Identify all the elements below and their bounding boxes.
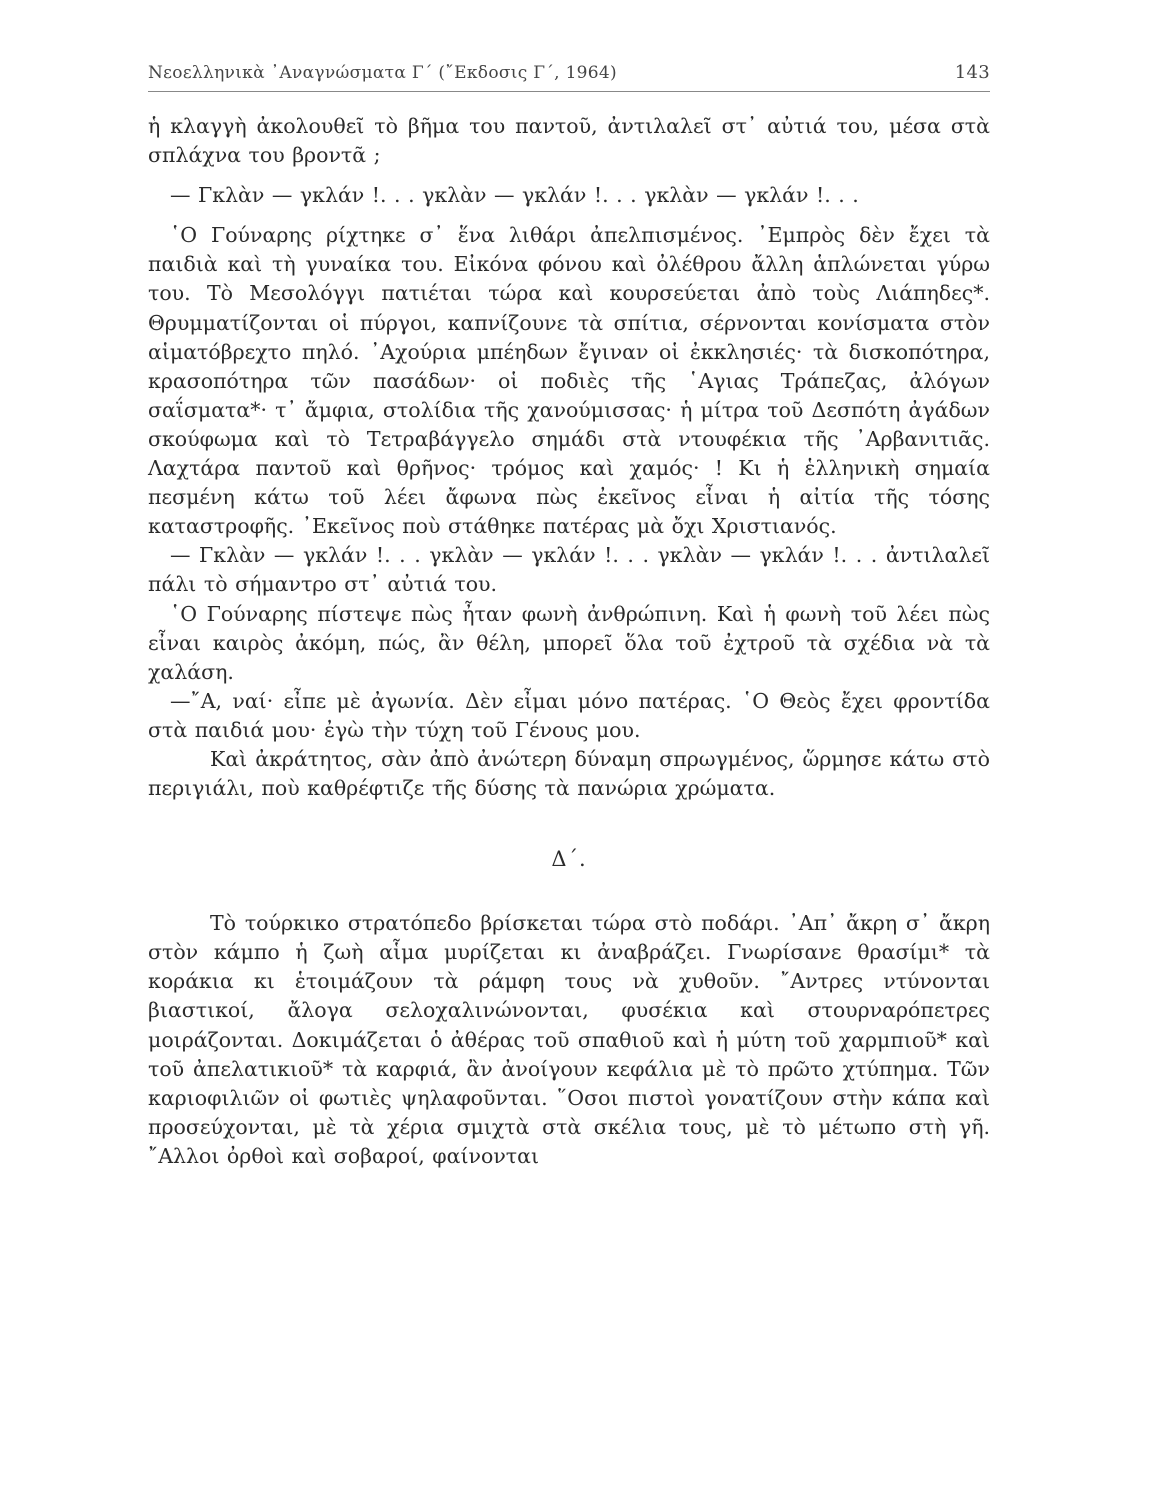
paragraph-4-dialogue: — Γκλὰν — γκλάν !. . . γκλὰν — γκλάν !. . . γκλὰν — γκλάν !. . . ἀντιλαλεῖ πάλι τὸ σήμαντρο στ᾿ αὐτιά του. [148,543,990,597]
paragraph-8: Τὸ τούρκικο στρατόπεδο βρίσκεται τώρα στὸ ποδάρι. ᾿Απ᾿ ἄκρη σ᾿ ἄκρη στὸν κάμπο ἡ ζωὴ αἷμα μυρίζεται κι ἀναβράζει. Γνωρίσανε θρασίμι* τὰ κοράκια κι ἑτοιμάζουν τὰ ράμφη τους νὰ χυθοῦν. ῎Αντρες ντύνονται βιαστικοί, ἄλογα σελοχαλινώνονται, φυσέκια καὶ στουρναρόπετρες μοιράζονται. Δοκιμάζεται ὁ ἀθέρας τοῦ σπαθιοῦ καὶ ἡ μύτη τοῦ χαρμπιοῦ* καὶ τοῦ ἀπελατικιοῦ* τὰ καρφιά, ἂν ἀνοίγουν κεφάλια μὲ τὸ πρῶτο χτύπημα. Τῶν καριοφιλιῶν οἱ φωτιὲς ψηλαφοῦνται. ῞Οσοι πιστοὶ γονατίζουν στὴν κάπα καὶ προσεύχονται, μὲ τὰ χέρια σμιχτὰ στὰ σκέλια τους, μὲ τὸ μέτωπο στὴ γῆ. ῎Αλλοι ὀρθοὶ καὶ σοβαροί, φαίνονται [148,911,990,1168]
running-header [148,62,990,92]
paragraph-2-dialogue: — Γκλὰν — γκλάν !. . . γκλὰν — γκλάν !. . . γκλὰν — γκλάν !. . . [170,183,859,208]
page-number: 143 [954,62,990,83]
paragraph-7: Καὶ ἀκράτητος, σὰν ἀπὸ ἀνώτερη δύναμη σπρωγμένος, ὥρμησε κάτω στὸ περιγιάλι, ποὺ καθρέφτιζε τῆς δύσης τὰ πανώρια χρώματα. [148,746,990,801]
paragraph-5: ῾Ο Γούναρης πίστεψε πὼς ἦταν φωνὴ ἀνθρώπινη. Καὶ ἡ φωνὴ τοῦ λέει πὼς εἶναι καιρὸς ἀκόμη, πώς, ἂν θέλη, μπορεῖ ὅλα τοῦ ἐχτροῦ τὰ σχέδια νὰ τὰ χαλάση. [148,601,990,684]
paragraph-3: ῾Ο Γούναρης ρίχτηκε σ᾿ ἕνα λιθάρι ἀπελπισμένος. ᾿Εμπρὸς δὲν ἔχει τὰ παιδιὰ καὶ τὴ γυναίκα του. Εἰκόνα φόνου καὶ ὀλέθρου ἄλλη ἁπλώνεται γύρω του. Τὸ Μεσολόγγι πατιέται τώρα καὶ κουρσεύεται ἀπὸ τοὺς Λιάπηδες*. Θρυμματίζονται οἱ πύργοι, καπνίζουνε τὰ σπίτια, σέρνονται κονίσματα στὸν αἱματόβρεχτο πηλό. ᾿Αχούρια μπέηδων ἔγιναν οἱ ἐκκλησιές· τὰ δισκοπότηρα, κρασοπότηρα τῶν πασάδων· οἱ ποδιὲς τῆς ῾Αγιας Τράπεζας, ἀλόγων σαΐσματα*· τ᾿ ἄμφια, στολίδια τῆς χανούμισσας· ἡ μίτρα τοῦ Δεσπότη ἀγάδων σκούφωμα καὶ τὸ Τετραβάγγελο σημάδι στὰ ντουφέκια τῆς ᾿Αρβανιτιᾶς. Λαχτάρα παντοῦ καὶ θρῆνος· τρόμος καὶ χαμός· ! Κι ἡ ἑλληνικὴ σημαία πεσμένη κάτω τοῦ λέει ἄφωνα πὼς ἐκεῖνος εἶναι ἡ αἰτία τῆς τόσης καταστροφῆς. ᾿Εκεῖνος ποὺ στάθηκε πατέρας μὰ ὄχι Χριστιανός. [148,223,990,539]
paragraph-6-dialogue: —῎Α, ναί· εἶπε μὲ ἀγωνία. Δὲν εἶμαι μόνο πατέρας. ῾Ο Θεὸς ἔχει φροντίδα στὰ παιδιά μου· ἐγὼ τὴν τύχη τοῦ Γένους μου. [148,688,990,742]
section-heading: Δ΄. [551,847,587,872]
running-title: Νεοελληνικὰ ᾿Αναγνώσματα Γ΄ (῎Εκδοσις Γ΄, 1964) [148,63,617,83]
book-page [148,62,990,1171]
paragraph-1: ἡ κλαγγὴ ἀκολουθεῖ τὸ βῆμα του παντοῦ, ἀντιλαλεῖ στ᾿ αὐτιά του, μέσα στὰ σπλάχνα του βροντᾶ ; [148,114,990,168]
